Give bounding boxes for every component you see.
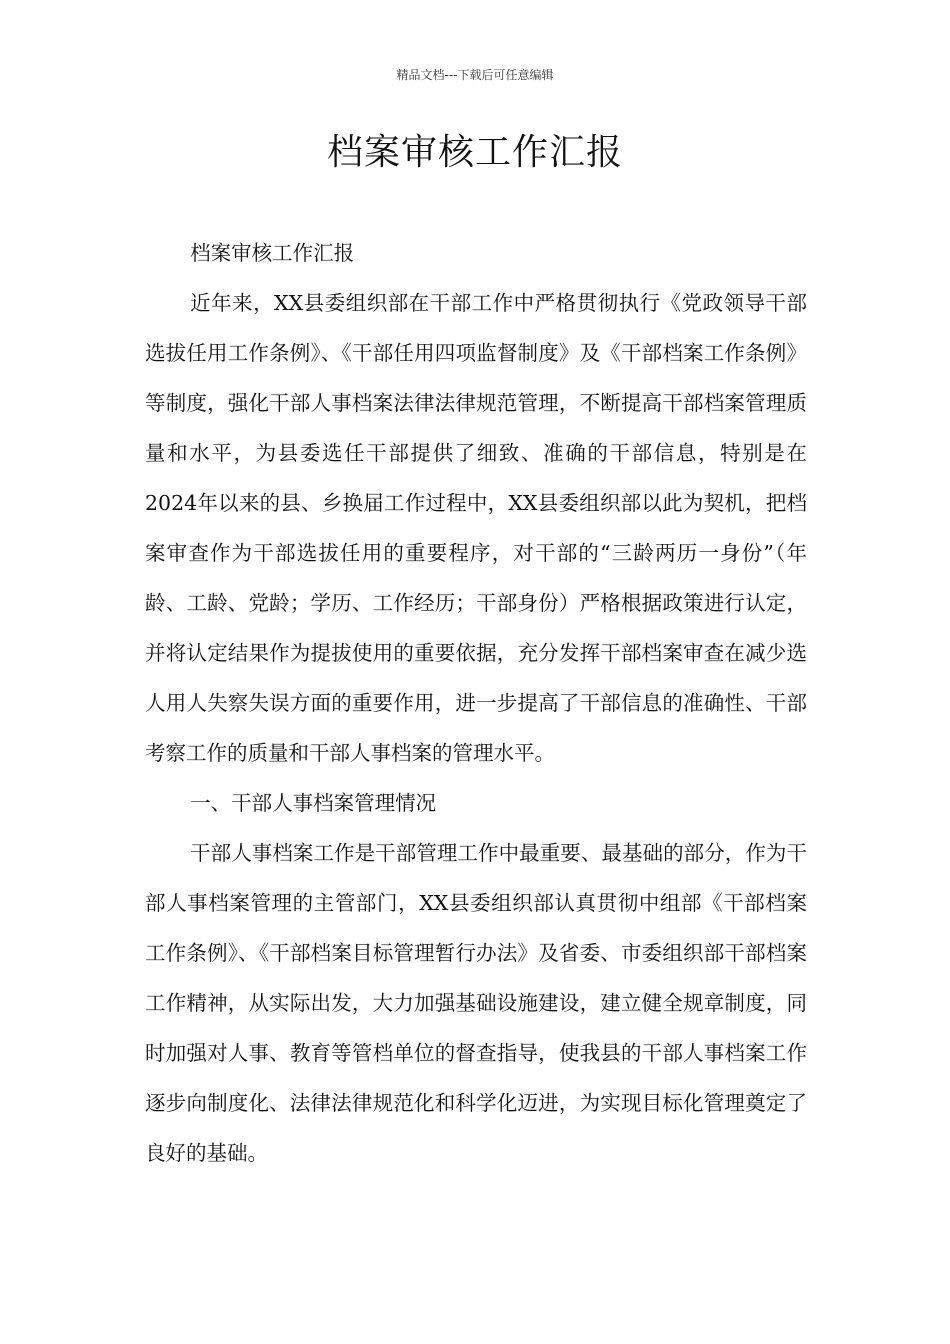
document-body xyxy=(145,228,807,1178)
paragraph-section-one: 干部人事档案工作是干部管理工作中最重要、最基础的部分，作为干部人事档案管理的主管部门，XX县委组织部认真贯彻中组部《干部档案工作条例》、《干部档案目标管理暂行办法》及省委、市委组织部干部档案工作精神，从实际出发，大力加强基础设施建设，建立健全规章制度，同时加强对人事、教育等管档单位的督查指导，使我县的干部人事档案工作逐步向制度化、法律法律规范化和科学化迈进，为实现目标化管理奠定了良好的基础。 xyxy=(145,841,807,1165)
paragraph-subtitle: 档案审核工作汇报 xyxy=(190,241,355,265)
paragraph-intro: 近年来，XX县委组织部在干部工作中严格贯彻执行《党政领导干部选拔任用工作条例》、《干部任用四项监督制度》及《干部档案工作条例》等制度，强化干部人事档案法律法律规范管理，不断提高干部档案管理质量和水平，为县委选任干部提供了细致、准确的干部信息，特别是在2024年以来的县、乡换届工作过程中，XX县委组织部以此为契机，把档案审查作为干部选拔任用的重要程序，对干部的“三龄两历一身份”（年龄、工龄、党龄；学历、工作经历；干部身份）严格根据政策进行认定，并将认定结果作为提拔使用的重要依据，充分发挥干部档案审查在减少选人用人失察失误方面的重要作用，进一步提高了干部信息的准确性、干部考察工作的质量和干部人事档案的管理水平。 xyxy=(145,291,807,765)
document-title: 档案审核工作汇报 xyxy=(326,132,623,173)
section-heading: 一、干部人事档案管理情况 xyxy=(190,791,437,815)
header-note: 精品文档---下载后可任意编辑 xyxy=(396,68,554,82)
